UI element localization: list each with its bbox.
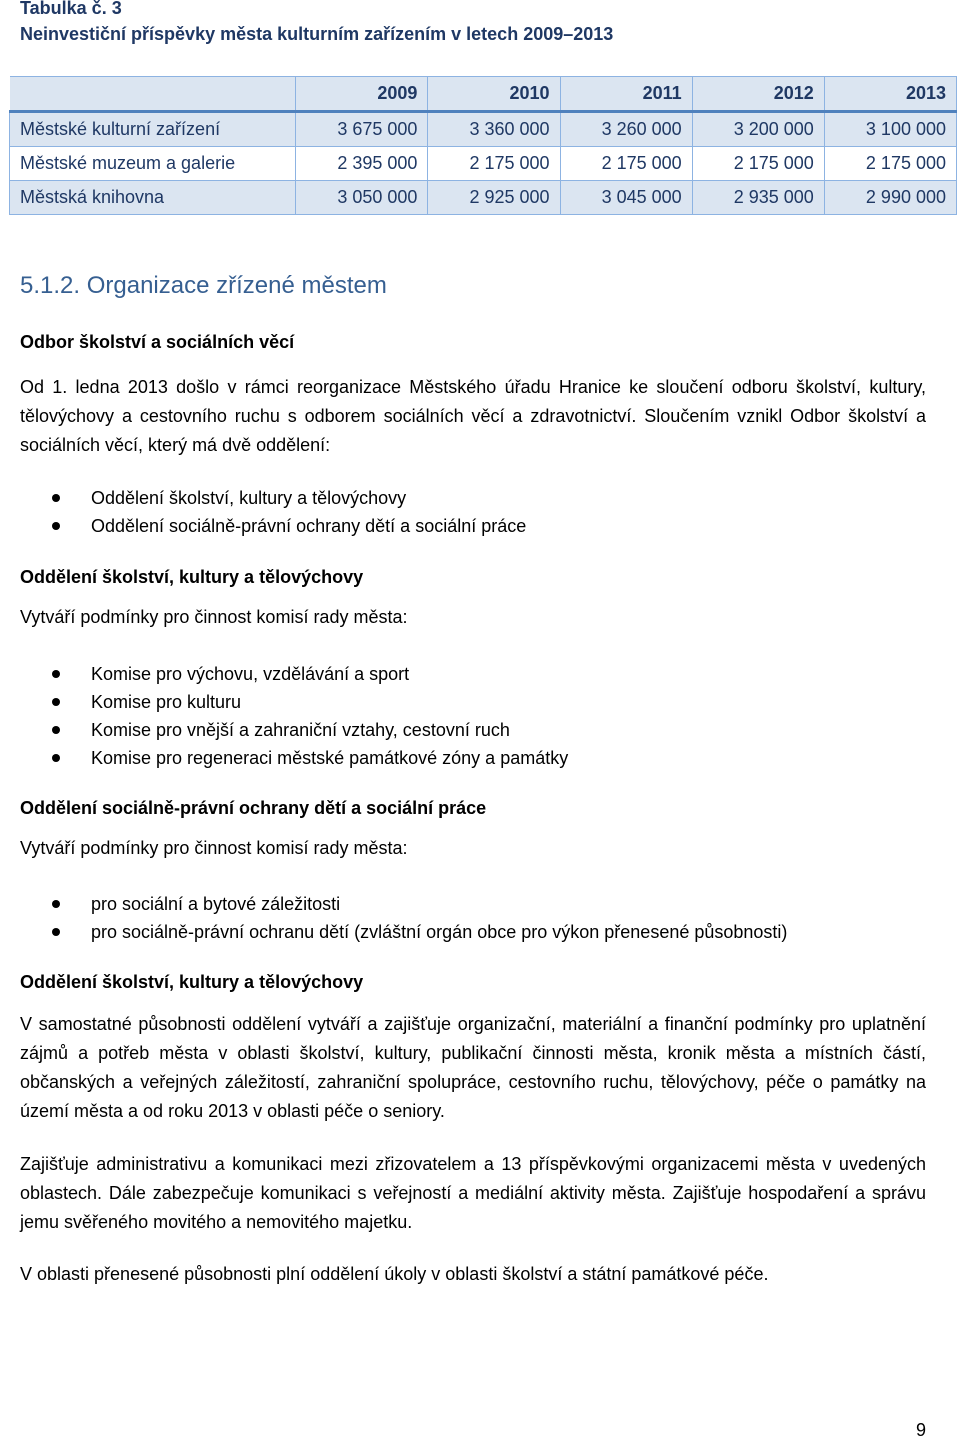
social-commissions-list [0,890,787,946]
list-item [0,660,568,688]
paragraph: V samostatné působnosti oddělení vytváří a zajišťuje organizační, materiální a finanční podmínky pro uplatnění zájmů a potřeb města v oblasti školství, kultury, publikační činnosti města, kronik města a místních částí, občanských a veřejných záležitostí, zahraniční spolupráce, cestovního ruchu, tělovýchovy, péče o památky na území města a od roku 2013 v oblasti péče o seniory. [20,1014,926,1121]
year-header: 2009 [296,77,428,112]
section-heading: 5.1.2. Organizace zřízené městem [20,272,387,299]
bullet-icon [52,726,60,734]
list-item-text: Oddělení sociálně-právní ochrany dětí a sociální práce [91,516,527,536]
list-item [0,744,568,772]
budget-table [9,76,957,215]
table-header-blank [10,77,296,112]
row-value: 2 990 000 [824,181,956,215]
bullet-icon [52,928,60,936]
row-value: 3 260 000 [560,112,692,147]
row-name: Městská knihovna [10,181,296,215]
social-heading: Oddělení sociálně-právní ochrany dětí a sociální práce [20,798,487,818]
table-caption-label: Tabulka č. 3 [20,0,122,18]
list-item [0,512,526,540]
bullet-icon [52,670,60,678]
intro-paragraph: Od 1. ledna 2013 došlo v rámci reorganizace Městského úřadu Hranice ke sloučení odboru školství, kultury, tělovýchovy a cestovního ruchu s odborem sociálních věcí a zdravotnictví. Sloučením vznikl Odbor školství a sociálních věcí, který má dvě oddělení: [20,377,926,455]
year-header: 2011 [560,77,692,112]
school-heading-2: Oddělení školství, kultury a tělovýchovy [20,972,364,992]
row-value: 3 050 000 [296,181,428,215]
list-item-text: pro sociálně-právní ochranu dětí (zvláštní orgán obce pro výkon přenesené působnosti) [91,922,788,942]
table-header-row [10,77,957,112]
table-caption-title: Neinvestiční příspěvky města kulturním zařízením v letech 2009–2013 [20,24,614,44]
list-item [0,890,787,918]
row-value: 2 395 000 [296,147,428,181]
dept-heading: Odbor školství a sociálních věcí [20,332,295,352]
row-value: 2 925 000 [428,181,560,215]
list-item [0,918,787,946]
list-item [0,716,568,744]
year-header: 2012 [692,77,824,112]
bullet-icon [52,494,60,502]
social-intro: Vytváří podmínky pro činnost komisí rady města: [20,838,408,858]
bullet-icon [52,900,60,908]
row-name: Městské muzeum a galerie [10,147,296,181]
list-item-text: pro sociální a bytové záležitosti [91,894,341,914]
bullet-icon [52,522,60,530]
year-header: 2010 [428,77,560,112]
row-value: 2 935 000 [692,181,824,215]
table-row [10,181,957,215]
row-value: 3 200 000 [692,112,824,147]
school-heading: Oddělení školství, kultury a tělovýchovy [20,567,364,587]
row-value: 3 100 000 [824,112,956,147]
bullet-icon [52,754,60,762]
list-item [0,484,526,512]
row-name: Městské kulturní zařízení [10,112,296,147]
year-header: 2013 [824,77,956,112]
table-row [10,112,957,147]
school-intro: Vytváří podmínky pro činnost komisí rady města: [20,607,408,627]
paragraph: V oblasti přenesené působnosti plní oddělení úkoly v oblasti školství a státní památkové péče. [20,1264,769,1284]
list-item-text: Komise pro kulturu [91,692,242,712]
list-item-text: Komise pro výchovu, vzdělávání a sport [91,664,410,684]
paragraph: Zajišťuje administrativu a komunikaci mezi zřizovatelem a 13 příspěvkovými organizacemi města v uvedených oblastech. Dále zabezpečuje komunikaci s veřejností a mediální aktivity města. Zajišťuje hospodaření a správu jemu svěřeného movitého a nemovitého majetku. [20,1154,926,1232]
page-number: 9 [915,1420,926,1440]
list-item-text: Oddělení školství, kultury a tělovýchovy [91,488,407,508]
list-item [0,688,568,716]
row-value: 2 175 000 [560,147,692,181]
bullet-icon [52,698,60,706]
row-value: 2 175 000 [428,147,560,181]
row-value: 3 360 000 [428,112,560,147]
school-commissions-list [0,660,568,772]
table-row [10,147,957,181]
departments-list [0,484,526,540]
row-value: 3 045 000 [560,181,692,215]
list-item-text: Komise pro vnější a zahraniční vztahy, cestovní ruch [91,720,510,740]
row-value: 2 175 000 [824,147,956,181]
row-value: 2 175 000 [692,147,824,181]
row-value: 3 675 000 [296,112,428,147]
list-item-text: Komise pro regeneraci městské památkové zóny a památky [91,748,569,768]
